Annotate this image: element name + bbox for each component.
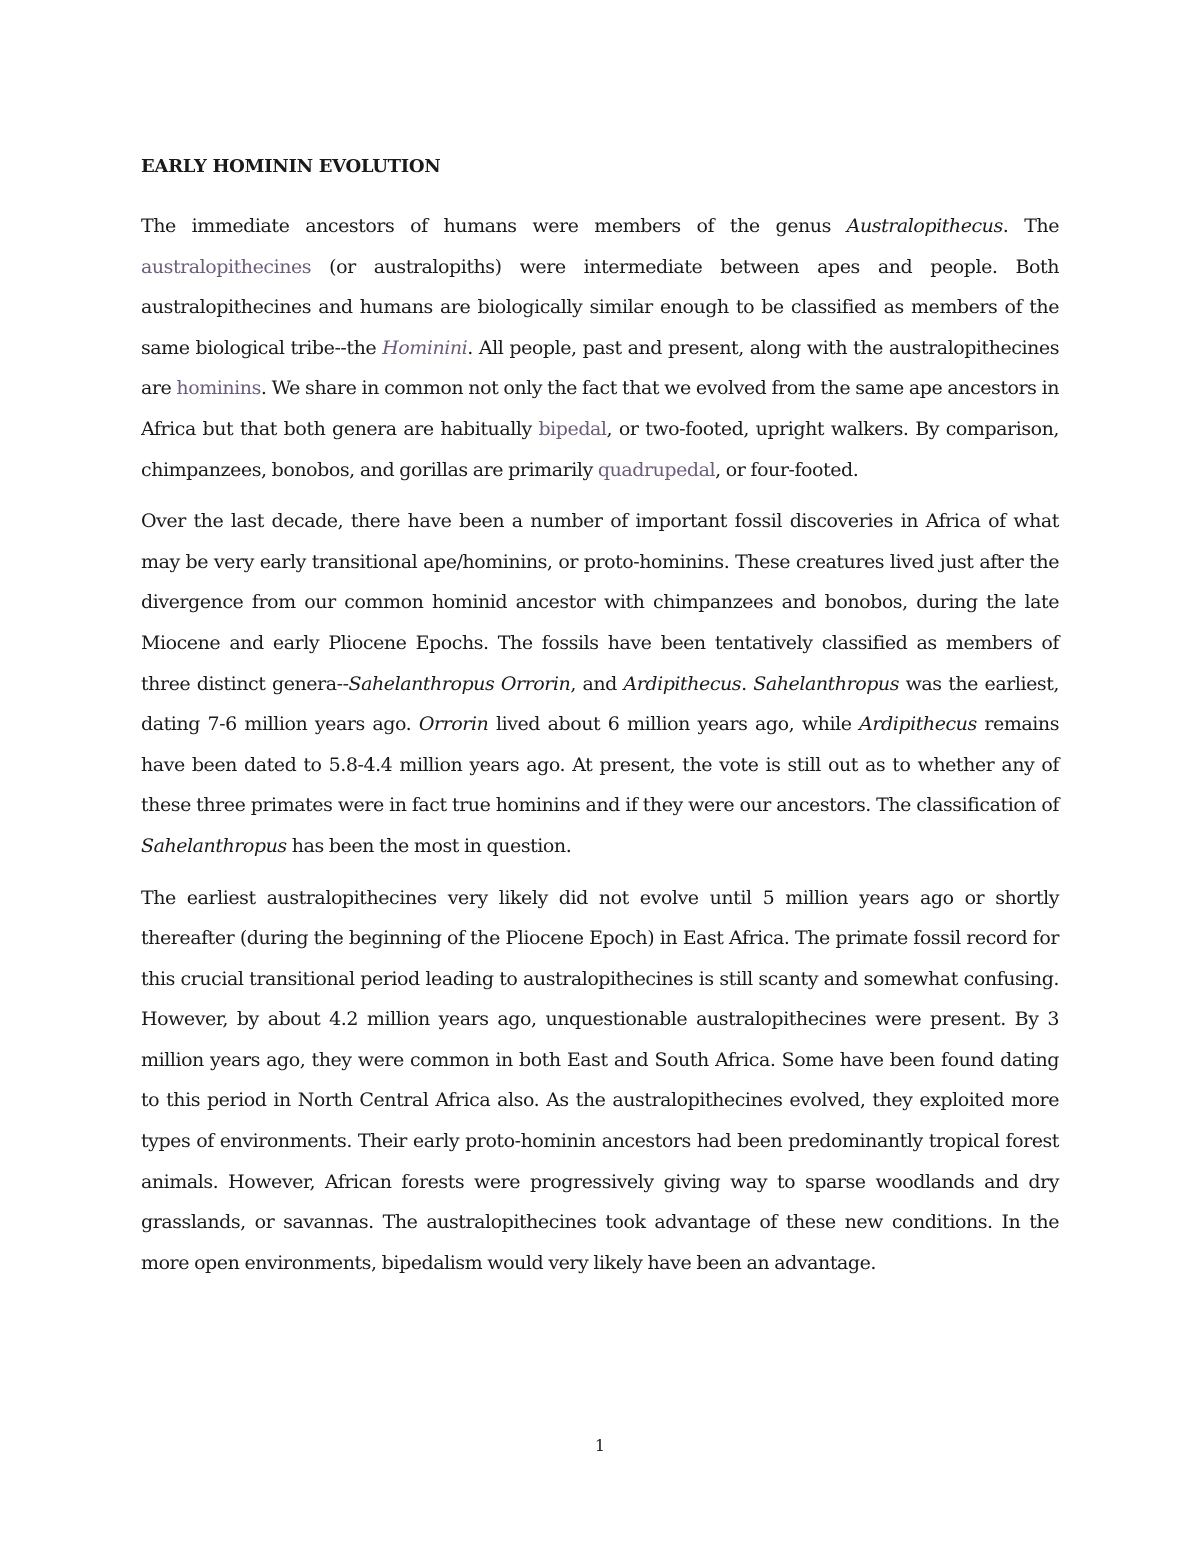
text-run: . The bbox=[1002, 215, 1060, 237]
text-run: has been the most in question. bbox=[286, 834, 572, 857]
text-run: remains have been dated to 5.8-4.4 million years ago. At present, the vote is still out as to whether any of these three primates were in fact true hominins and if they were our ancestors. The classification of bbox=[141, 713, 1059, 817]
body-paragraph bbox=[141, 878, 1059, 1284]
glossary-term: hominins bbox=[176, 377, 261, 400]
text-run: The earliest australopithecines very likely did not evolve until 5 million years ago or shortly thereafter (during the beginning of the Pliocene Epoch) in East Africa. The primate fossil record for this crucial transitional period leading to australopithecines is still scanty and somewhat confusing. However, by about 4.2 million years ago, unquestionable australopithecines were present. By 3 million years ago, they were common in both East and South Africa. Some have been found dating to this period in North Central Africa also. As the australopithecines evolved, they exploited more types of environments. Their early proto-hominin ancestors had been predominantly tropical forest animals. However, African forests were progressively giving way to sparse woodlands and dry grasslands, or savannas. The australopithecines took advantage of these new conditions. In the more open environments, bipedalism would very likely have been an advantage. bbox=[141, 886, 1059, 1274]
text-run: was the earliest, dating 7-6 million years ago. bbox=[141, 672, 1059, 736]
italic-term: Sahelanthropus bbox=[753, 672, 900, 695]
text-run: , or four-footed. bbox=[715, 458, 859, 481]
italic-term: Hominini bbox=[382, 336, 468, 359]
text-run: . All people, past and present, along with the australopithecines are bbox=[141, 336, 1059, 400]
italic-term: Sahelanthropus bbox=[348, 672, 495, 695]
body-paragraph bbox=[141, 501, 1059, 866]
glossary-term: bipedal bbox=[538, 417, 607, 440]
body-paragraph bbox=[141, 206, 1059, 490]
italic-term: Sahelanthropus bbox=[141, 834, 287, 857]
text-run: lived about 6 million years ago, while bbox=[488, 713, 860, 736]
paragraph-container bbox=[141, 206, 1059, 1283]
text-run: (or australopiths) were intermediate between apes and people. Both australopithecines and humans are biologically similar enough to be classified as members of the same biological tribe--the bbox=[141, 255, 1059, 359]
page-number: 1 bbox=[594, 1436, 606, 1455]
text-run: , and bbox=[570, 672, 624, 695]
italic-term: Orrorin bbox=[500, 672, 571, 695]
italic-term: Australopithecus bbox=[846, 215, 1003, 237]
text-run: , or two-footed, upright walkers. By comparison, chimpanzees, bonobos, and gorillas are primarily bbox=[141, 417, 1059, 481]
italic-term: Ardipithecus bbox=[623, 672, 742, 695]
italic-term: Ardipithecus bbox=[859, 713, 977, 736]
glossary-term: quadrupedal bbox=[597, 458, 716, 481]
italic-term: Orrorin bbox=[418, 713, 489, 736]
text-run bbox=[494, 673, 501, 695]
text-run: . We share in common not only the fact that we evolved from the same ape ancestors in Africa but that both genera are habitually bbox=[141, 377, 1059, 440]
text-run: Over the last decade, there have been a number of important fossil discoveries in Africa of what may be very early transitional ape/hominins, or proto-hominins. These creatures lived just after the divergence from our common hominid ancestor with chimpanzees and bonobos, during the late Miocene and early Pliocene Epochs. The fossils have been tentatively classified as members of three distinct genera-- bbox=[141, 510, 1059, 695]
text-run: . bbox=[741, 672, 754, 695]
document-body bbox=[141, 152, 1059, 1283]
text-run: The immediate ancestors of humans were members of the genus bbox=[141, 215, 847, 237]
document-title: EARLY HOMININ EVOLUTION bbox=[141, 156, 441, 177]
glossary-term: australopithecines bbox=[141, 255, 312, 278]
